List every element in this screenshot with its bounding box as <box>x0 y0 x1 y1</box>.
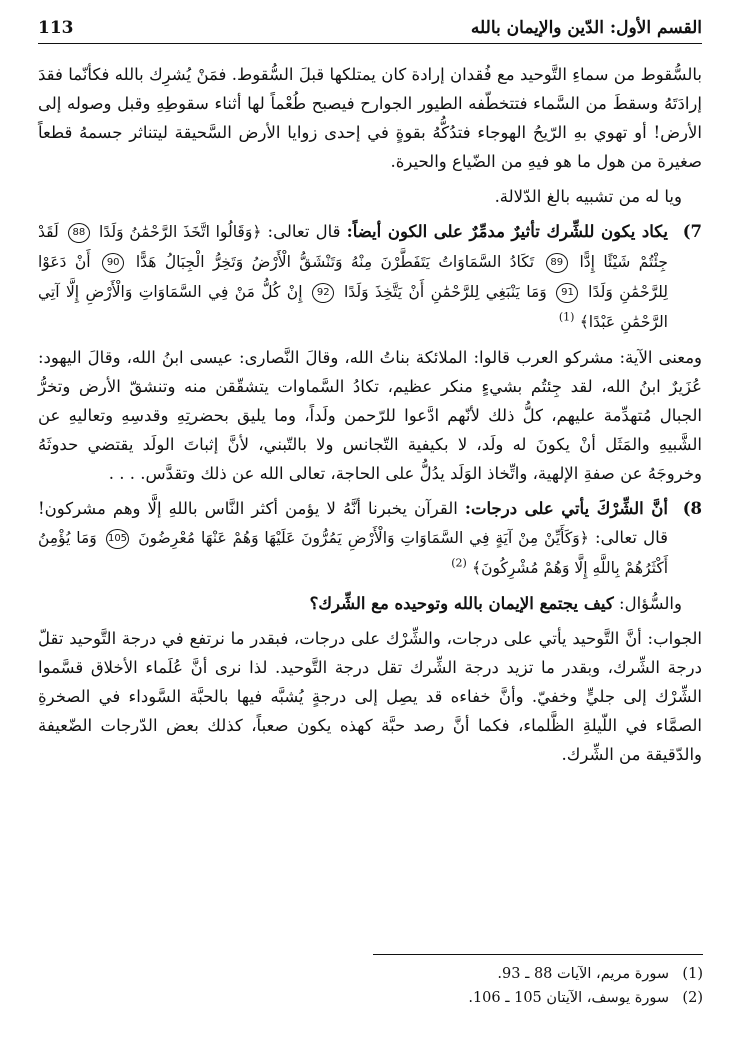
item-7-intro: قال تعالى: <box>267 222 341 241</box>
footnotes <box>39 962 703 1010</box>
page <box>38 18 702 775</box>
item-7-number: 7) <box>682 222 702 241</box>
list-item-8 <box>38 494 702 583</box>
quran-verse: ﴿وَكَأَيِّنْ مِنْ آيَةٍ فِي السَّمَاوَاتِ وَالْأَرْضِ يَمُرُّونَ عَلَيْهَا وَهُمْ عَنْهَا مُعْرِضُونَ <box>138 529 589 547</box>
item-8-heading: أنَّ الشِّرْكَ يأتي على درجات: <box>464 499 669 518</box>
quran-verse: وَمَا يَنْبَغِي لِلرَّحْمَٰنِ أَنْ يَتَّخِذَ وَلَدًا <box>343 283 547 301</box>
ayah-number-mark: 88 <box>68 223 90 243</box>
footnote-reference: (1) <box>558 310 575 324</box>
ayah-number-mark: 92 <box>312 283 334 303</box>
question-text: كيف يجتمع الإيمان بالله وتوحيده مع الشِّرك؟ <box>309 594 614 613</box>
item-7-heading: يكاد يكون للشِّرك تأثيرٌ مدمِّرٌ على الكون أيضاً: <box>346 222 669 241</box>
main-text <box>38 60 702 769</box>
item-8-number: 8) <box>682 499 702 518</box>
quran-verse: أَنْ دَعَوْا لِلرَّحْمَٰنِ وَلَدًا <box>38 253 668 301</box>
quran-verse: تَكَادُ السَّمَاوَاتُ يَتَفَطَّرْنَ مِنْهُ وَتَنْشَقُّ الْأَرْضُ وَتَخِرُّ الْجِبَالُ هَدًّا <box>135 253 535 271</box>
quran-verse: إِنْ كُلُّ مَنْ فِي السَّمَاوَاتِ وَالْأَرْضِ إِلَّا آتِي الرَّحْمَٰنِ عَبْدًا﴾ <box>38 283 668 331</box>
ayah-number-mark: 90 <box>102 253 124 273</box>
footnote-divider <box>373 954 703 955</box>
quran-verse: وَمَا يُؤْمِنُ أَكْثَرُهُمْ بِاللَّهِ إِلَّا وَهُمْ مُشْرِكُونَ﴾ <box>38 529 668 577</box>
item-8-body <box>38 494 668 583</box>
running-title: القسم الأول: الدّين والإيمان بالله <box>470 18 702 38</box>
footnote-text: سورة يوسف، الآيتان 105 ـ 106. <box>468 990 669 1006</box>
footnote-number: (1) <box>682 966 703 982</box>
list-item-7 <box>38 217 702 337</box>
item-7-body <box>38 217 668 337</box>
paragraph-3: ومعنى الآية: مشركو العرب قالوا: الملائكة بناتُ الله، وقالَ النَّصارى: عيسى ابنُ الله، وقالَ اليهود: عُزَيرٌ ابنُ الله، لقد جِئتُم بشيءٍ منكر عظيم، تكادُ السَّماوات يتشقّقن منه وتنشقّ الأرض وتخرُّ الجبال مُتهدِّمة عليهم، كلُّ ذلك لأنّهم ادَّعوا للرّحمن ولَداً، وما يليق بحضرتِهِ وقدسِهِ وتعاليهِ عن الشَّبيهِ والمَثَل أنْ يكونَ له ولَد، لا بكيفية التّجانس ولا بالتّبني، لأنَّ إثباتَ الولَد يقتضي حدوثَهُ وخروجَهُ عن صفةِ الإلهية، واتِّخاذ الوَلَد يدُلُّ على الحاجة، تعالى الله عن ذلك وتقدَّس. . . . <box>38 348 702 483</box>
page-header <box>38 18 702 44</box>
question-label: والسُّؤال: <box>619 594 682 613</box>
ayah-number-mark: 91 <box>556 283 578 303</box>
footnote-reference: (2) <box>451 556 467 570</box>
footnote <box>39 962 703 986</box>
footnote-text: سورة مريم، الآيات 88 ـ 93. <box>497 966 669 982</box>
question-paragraph <box>38 589 702 618</box>
footnote <box>39 986 703 1010</box>
paragraph-2: ويا له من تشبيه بالغ الدّلالة. <box>494 187 682 206</box>
page-number: 113 <box>38 18 74 38</box>
quran-verse: ﴿وَقَالُوا اتَّخَذَ الرَّحْمَٰنُ وَلَدًا <box>98 223 262 241</box>
footnote-number: (2) <box>682 990 703 1006</box>
ayah-number-mark: 105 <box>106 529 129 549</box>
ayah-number-mark: 89 <box>546 253 568 273</box>
quran-verse: لَقَدْ جِئْتُمْ شَيْئًا إِدًّا <box>38 223 668 271</box>
paragraph-1: بالسُّقوط من سماءِ التَّوحيد مع فُقدان إرادة كان يمتلكها قبلَ السُّقوط. فمَنْ يُشرِك بالله فكأنّما فقدَ إرادَتَهُ وسقطَ من السَّماء فتتخطّفه الطيور الجوارح فيصبح طُعْماً لها أثناء سقوطِهِ وقبل وصوله إلى الأرض! أو تهوي بهِ الرّيحُ الهوجاء فتدُكُّهُ بقوةٍ في إحدى زوايا الأرض السَّحيقة ليتناثر جسمهُ قطعاً صغيرة من هول ما هو فيهِ من الضّياع والحيرة. <box>38 65 702 171</box>
item-8-text: القرآن يخبرنا أنَّهُ لا يؤمن أكثر النَّاس باللهِ إلَّا وهم مشركون! قال تعالى: <box>38 499 668 547</box>
answer-paragraph: الجواب: أنَّ التَّوحيد يأتي على درجات، والشِّرْك على درجات، فبقدر ما نرتفع في درجة التَّوحيد تقلّ درجة الشِّرك، وبقدر ما تزيد درجة الشِّرك تقل درجة التَّوحيد. لذا نرى أنَّ عُلَماء الأخلاق قسَّموا الشِّرْك إلى جليٍّ وخفيّ. وأنَّ خفاءه قد يصِل إلى درجةٍ يُشبَّه فيها بالحبَّة السَّوداء في الصخرةِ الصمَّاء في اللّيلةِ الظَّلماء، فكما أنَّ رصد حبَّة كهذه يكون صعباً، كذلك بعض الدّرجات الضّعيفة والدّقيقة من الشِّرك. <box>38 629 702 764</box>
